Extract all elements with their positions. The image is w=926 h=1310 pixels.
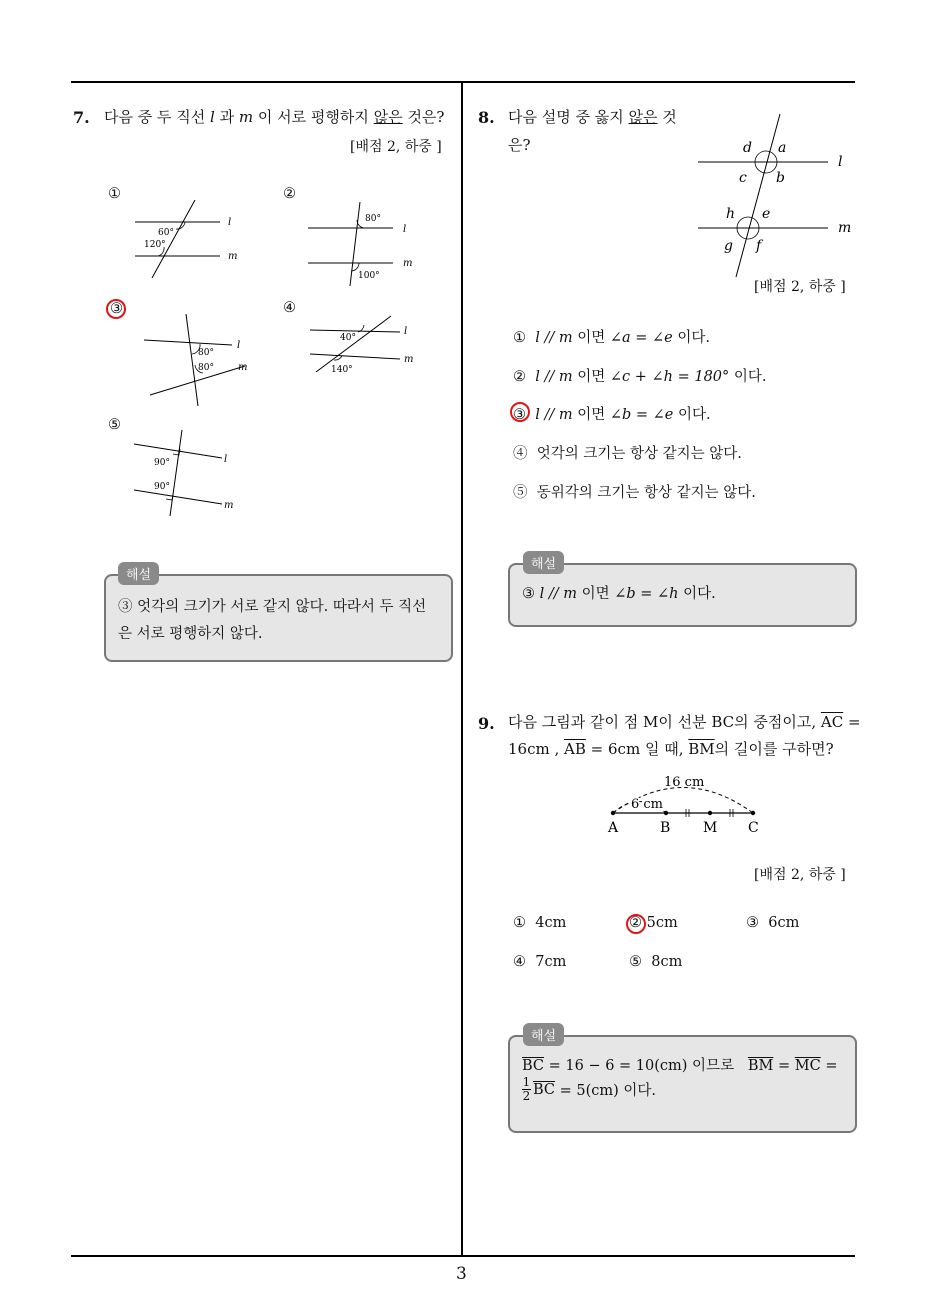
q9-meta: [배점 2, 하중 ] [754, 867, 846, 883]
top-rule [71, 81, 855, 83]
fig2-angle-b: 100° [358, 271, 380, 281]
q9-choice-4: ④ 7cm [513, 954, 567, 970]
fig3-label-l: l [237, 340, 241, 351]
fig4-label-m: m [404, 354, 414, 365]
q9-fig-16cm: 16 cm [664, 775, 705, 790]
fig5-angle-a: 90° [154, 458, 170, 468]
q8-fig-f: f [756, 238, 762, 254]
fig2-label-l: l [403, 224, 407, 235]
q8-fig-a: a [778, 140, 787, 156]
fig2-angle-a: 80° [365, 214, 381, 224]
q7-answer-mark [106, 299, 126, 319]
q7-number: 7. [73, 108, 90, 127]
fig2-label-m: m [403, 258, 413, 269]
bottom-rule [71, 1255, 855, 1257]
q9-explanation-tag: 해설 [523, 1023, 564, 1046]
q8-choice-3: ③ l // m 이면 ∠b = ∠e 이다. [513, 407, 711, 423]
column-divider [461, 82, 463, 1256]
q8-fig-g: g [724, 238, 733, 254]
page-number: 3 [456, 1264, 467, 1284]
fig4-angle-b: 140° [331, 365, 353, 375]
q9-answer-mark [626, 914, 646, 934]
q9-choice-5: ⑤ 8cm [629, 954, 683, 970]
q8-fig-c: c [739, 170, 747, 186]
q8-fig-b: b [776, 170, 785, 186]
q8-choice-4: ④ 엇각의 크기는 항상 같지는 않다. [513, 446, 742, 462]
fig3-angle-b: 80° [198, 363, 214, 373]
q8-number: 8. [478, 108, 495, 127]
q8-fig-e: e [762, 206, 771, 222]
q8-figure [694, 112, 854, 282]
q7-explanation-line2: 은 서로 평행하지 않다. [118, 626, 263, 642]
q9-choice-3: ③ 6cm [746, 915, 800, 931]
fig3-label-m: m [238, 362, 248, 373]
q8-choice-5: ⑤ 동위각의 크기는 항상 같지는 않다. [513, 485, 756, 501]
q7-explanation-line1: ③ 엇각의 크기가 서로 같지 않다. 따라서 두 직선 [118, 599, 427, 615]
q7-explanation-tag: 해설 [118, 562, 159, 585]
fig5-label-m: m [224, 500, 234, 511]
fig1-angle-a: 60° [158, 228, 174, 238]
q9-figure [600, 770, 770, 840]
q7-text: 다음 중 두 직선 l 과 m 이 서로 평행하지 않은 것은? [104, 108, 445, 126]
fig1-label-l: l [228, 217, 232, 228]
q7-fig-label-2: ② [283, 186, 296, 202]
q9-point-a: A [608, 820, 619, 836]
q8-choice-1: ① l // m 이면 ∠a = ∠e 이다. [513, 330, 710, 346]
fig5-label-l: l [224, 454, 228, 465]
q9-choice-1: ① 4cm [513, 915, 567, 931]
q8-choice-2: ② l // m 이면 ∠c + ∠h = 180° 이다. [513, 369, 767, 385]
q8-fig-l: l [838, 154, 843, 170]
fig3-angle-a: 80° [198, 348, 214, 358]
q9-fig-6cm: 6 cm [631, 797, 664, 812]
q9-point-c: C [748, 820, 759, 836]
q7-fig-label-1: ① [108, 186, 121, 202]
fig1-label-m: m [228, 251, 238, 262]
q8-text-line2: 은? [508, 136, 531, 154]
q9-choice-2: ② 5cm [629, 915, 678, 931]
q8-explanation-text: ③ l // m 이면 ∠b = ∠h 이다. [522, 586, 716, 602]
q8-fig-m: m [838, 220, 852, 236]
q7-figure-3 [140, 310, 260, 408]
q9-text-line1: 다음 그림과 같이 점 M이 선분 BC의 중점이고, $\overline{AC}$ = [508, 713, 861, 731]
q9-point-b: B [660, 820, 671, 836]
q7-figure-4 [306, 312, 426, 382]
q9-explanation-line1: $\overline{BC} = 16 - 6 = 10(cm)$ 이므로 $\overline{BM} = \overline{MC}$ = [522, 1058, 838, 1074]
q8-meta: [배점 2, 하중 ] [754, 279, 846, 295]
q7-fig-label-5: ⑤ [108, 417, 121, 433]
q7-figure-5 [130, 428, 250, 520]
q8-text-line1: 다음 설명 중 옳지 않은 것 [508, 108, 677, 126]
q9-number: 9. [478, 714, 495, 733]
q8-answer-mark [510, 402, 530, 422]
q7-fig-label-3: ③ [110, 301, 123, 317]
q9-point-m: M [703, 820, 718, 836]
fig4-label-l: l [404, 326, 408, 337]
q9-text-line2: 16cm , $\overline{AB} = 6cm$ 일 때, $\overline{BM}$의 길이를 구하면? [508, 740, 834, 758]
q8-explanation-tag: 해설 [523, 551, 564, 574]
q7-figure-1 [130, 195, 250, 285]
fig4-angle-a: 40° [340, 333, 356, 343]
q8-fig-h: h [726, 206, 736, 222]
fraction: 1 2 [522, 1075, 531, 1103]
q7-fig-label-4: ④ [283, 300, 296, 316]
fig5-angle-b: 90° [154, 482, 170, 492]
q9-explanation-line2: 1 2 $\overline{BC}$ = 5(cm) 이다. [522, 1075, 657, 1103]
q7-figure-2 [303, 196, 423, 288]
q7-meta: [배점 2, 하중 ] [350, 139, 442, 155]
fig1-angle-b: 120° [144, 240, 166, 250]
q8-fig-d: d [743, 140, 752, 156]
